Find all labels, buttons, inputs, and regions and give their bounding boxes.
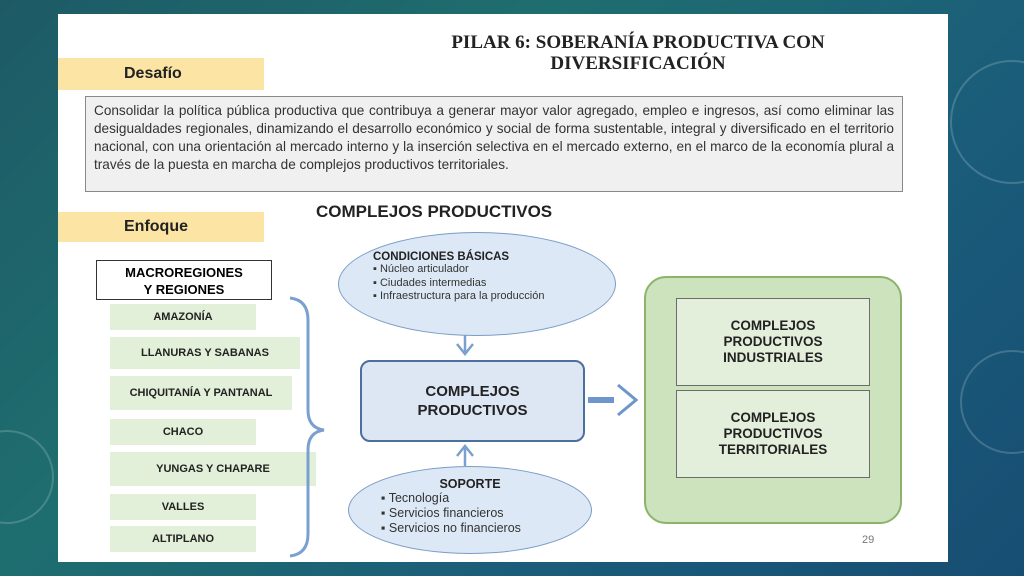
complejos-industriales-box: [676, 298, 870, 386]
region-yungas-chapare: YUNGAS Y CHAPARE: [110, 452, 316, 486]
decorative-circle: [950, 60, 1024, 184]
soporte-item: ▪ Servicios financieros: [381, 506, 591, 521]
slide: [58, 14, 948, 562]
soporte-ellipse: [348, 466, 592, 554]
title-line-2: DIVERSIFICACIÓN: [550, 53, 726, 74]
desafio-label: Desafío: [58, 58, 264, 90]
condiciones-title: CONDICIONES BÁSICAS: [373, 251, 510, 263]
condiciones-list: [373, 263, 615, 304]
decorative-circle: [0, 430, 54, 524]
region-valles: VALLES: [110, 494, 256, 520]
soporte-title: SOPORTE: [439, 477, 501, 491]
arrow-up-to-center: [457, 446, 473, 466]
territoriales-line-1: COMPLEJOS: [730, 410, 816, 425]
arrow-right-head: [618, 385, 636, 415]
region-chiquitania-pantanal: CHIQUITANÍA Y PANTANAL: [110, 376, 292, 410]
industriales-line-3: INDUSTRIALES: [723, 350, 823, 365]
macro-line-1: MACROREGIONES: [125, 265, 243, 280]
condiciones-item: ▪ Ciudades intermedias: [373, 277, 615, 291]
region-llanuras-sabanas: LLANURAS Y SABANAS: [110, 337, 300, 369]
territoriales-line-3: TERRITORIALES: [718, 442, 828, 457]
condiciones-item: ▪ Núcleo articulador: [373, 263, 615, 277]
soporte-list: [381, 491, 591, 536]
condiciones-item: ▪ Infraestructura para la producción: [373, 290, 615, 304]
territoriales-line-2: PRODUCTIVOS: [723, 426, 823, 441]
center-line-1: COMPLEJOS: [425, 383, 520, 400]
decorative-circle: [960, 350, 1024, 454]
industriales-line-2: PRODUCTIVOS: [723, 334, 823, 349]
industriales-line-1: COMPLEJOS: [730, 318, 816, 333]
soporte-item: ▪ Servicios no financieros: [381, 521, 591, 536]
region-chaco: CHACO: [110, 419, 256, 445]
region-altiplano: ALTIPLANO: [110, 526, 256, 552]
complejos-productivos-box: [360, 360, 585, 442]
curly-brace: [290, 298, 324, 556]
condiciones-basicas-ellipse: [338, 232, 616, 336]
enfoque-label: Enfoque: [58, 212, 264, 242]
macro-line-2: Y REGIONES: [143, 282, 225, 297]
page-number: 29: [862, 534, 875, 546]
soporte-item: ▪ Tecnología: [381, 491, 591, 506]
region-amazonia: AMAZONÍA: [110, 304, 256, 330]
desafio-text: Consolidar la política pública productiva que contribuya a generar mayor valor agregado, empleo e ingresos, así como eliminar las desigualdades regionales, dinamizando el desarrollo económico y social de forma sustentable, integral y diversificado en el territorio nacional, con una orientación al mercado interno y la inserción selectiva en el mercado externo, en el marco de la economía plural a través de la puesta en marcha de complejos productivos territoriales.: [85, 96, 903, 192]
complejos-territoriales-box: [676, 390, 870, 478]
center-line-2: PRODUCTIVOS: [417, 402, 528, 419]
diagram-title: COMPLEJOS PRODUCTIVOS: [316, 202, 553, 221]
title-line-1: PILAR 6: SOBERANÍA PRODUCTIVA CON: [451, 32, 825, 53]
